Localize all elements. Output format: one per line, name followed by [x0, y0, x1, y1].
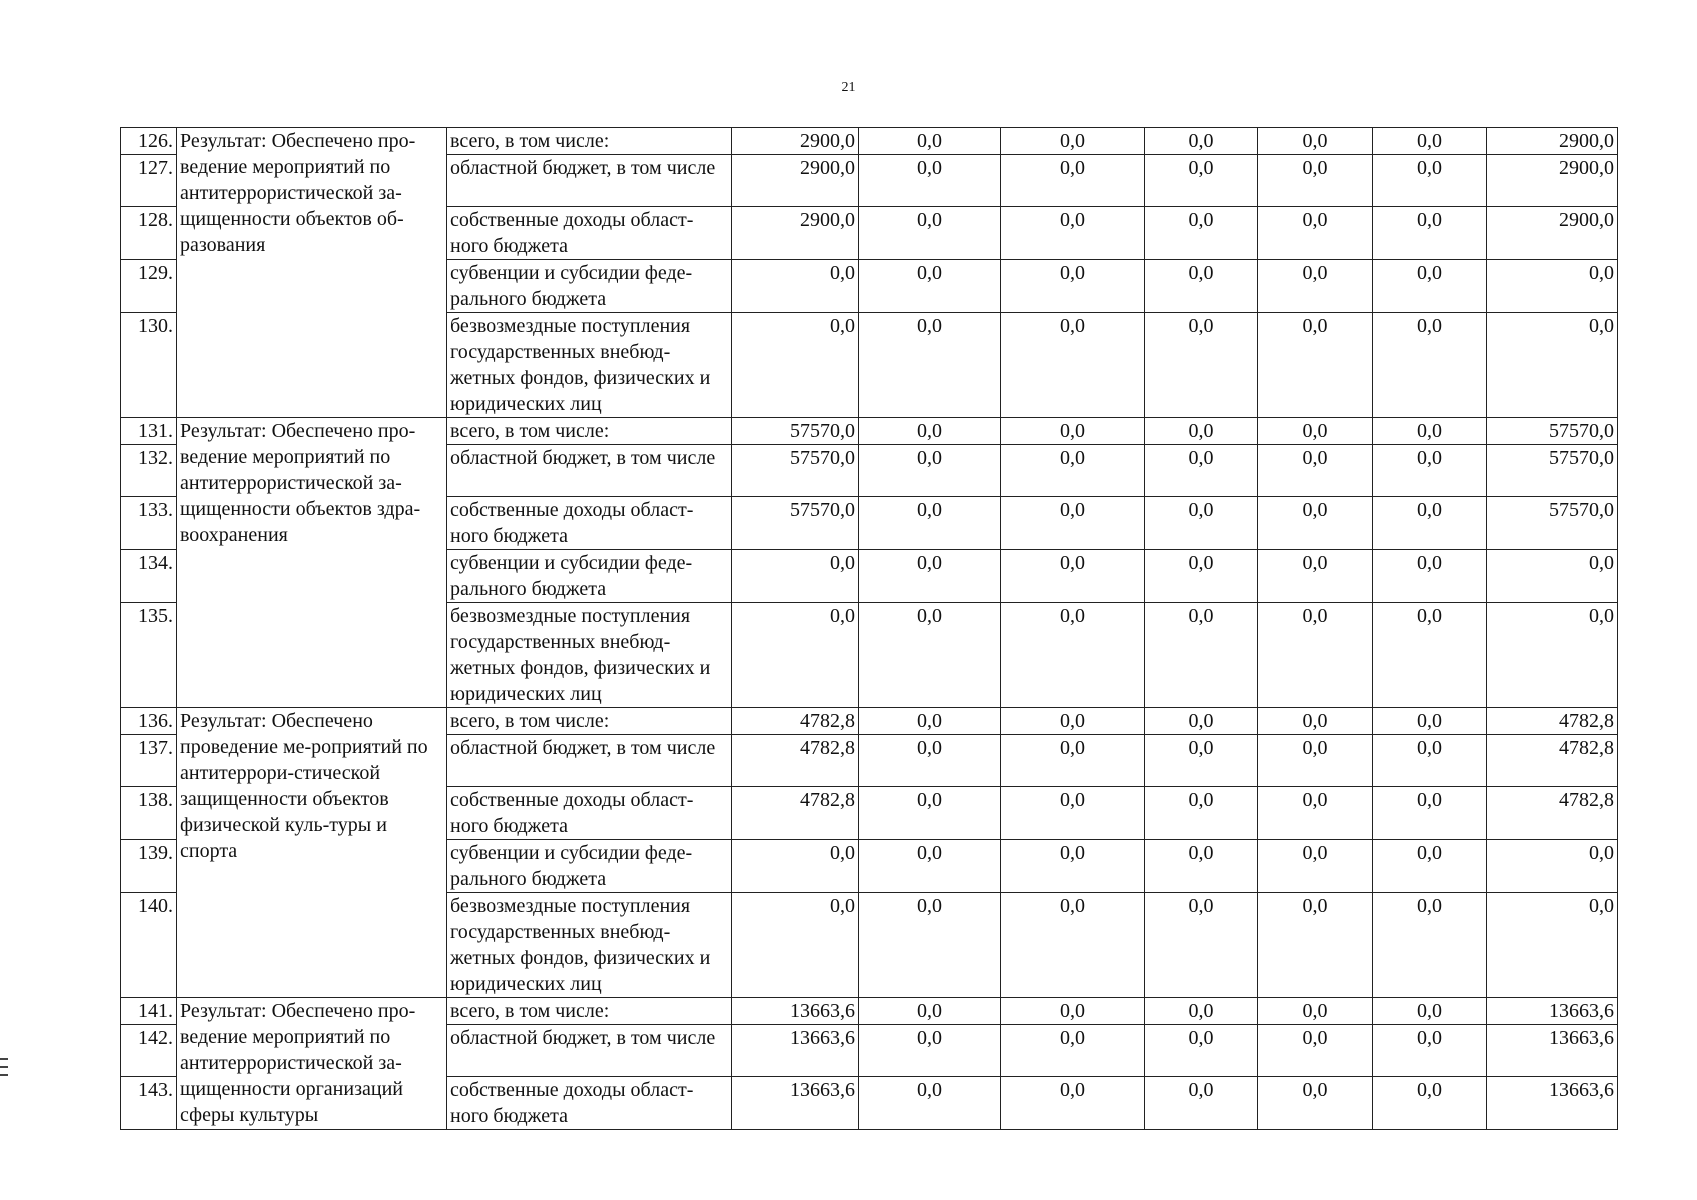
amount-cell: 0,0	[1373, 260, 1487, 313]
row-number: 138.	[121, 787, 177, 840]
funding-source: собственные доходы област-ного бюджета	[447, 1077, 732, 1130]
amount-cell: 0,0	[1258, 787, 1373, 840]
amount-cell: 0,0	[1373, 497, 1487, 550]
amount-cell: 0,0	[1145, 497, 1258, 550]
amount-cell: 0,0	[1145, 735, 1258, 787]
funding-source: субвенции и субсидии феде-рального бюджета	[447, 840, 732, 893]
funding-source: всего, в том числе:	[447, 998, 732, 1025]
row-number: 135.	[121, 603, 177, 708]
amount-cell: 0,0	[1145, 313, 1258, 418]
margin-mark	[0, 1058, 8, 1060]
amount-cell: 57570,0	[1487, 445, 1618, 497]
amount-cell: 0,0	[1001, 313, 1145, 418]
amount-cell: 0,0	[1373, 998, 1487, 1025]
amount-cell: 0,0	[1001, 155, 1145, 207]
amount-cell: 0,0	[1487, 260, 1618, 313]
funding-source: безвозмездные поступления государственных внебюд-жетных фондов, физических и юридических лиц	[447, 313, 732, 418]
funding-source: областной бюджет, в том числе	[447, 445, 732, 497]
amount-cell: 0,0	[859, 207, 1001, 260]
margin-mark	[0, 1074, 8, 1076]
margin-marks	[0, 1058, 10, 1082]
amount-cell: 13663,6	[732, 998, 859, 1025]
amount-cell: 0,0	[1487, 550, 1618, 603]
amount-cell: 57570,0	[732, 418, 859, 445]
amount-cell: 0,0	[1373, 550, 1487, 603]
amount-cell: 0,0	[1373, 418, 1487, 445]
amount-cell: 4782,8	[732, 735, 859, 787]
budget-table	[120, 127, 1618, 1130]
funding-source: собственные доходы област-ного бюджета	[447, 497, 732, 550]
amount-cell: 0,0	[1258, 708, 1373, 735]
result-description: Результат: Обеспечено проведение ме-роприятий по антитеррори-стической защищенности объектов физической куль-туры и спорта	[177, 708, 447, 998]
amount-cell: 0,0	[1145, 603, 1258, 708]
amount-cell: 0,0	[1373, 708, 1487, 735]
amount-cell: 0,0	[1373, 787, 1487, 840]
row-number: 133.	[121, 497, 177, 550]
amount-cell: 0,0	[859, 313, 1001, 418]
amount-cell: 0,0	[1001, 1025, 1145, 1077]
amount-cell: 0,0	[1001, 1077, 1145, 1130]
amount-cell: 0,0	[1487, 313, 1618, 418]
amount-cell: 0,0	[1145, 155, 1258, 207]
amount-cell: 0,0	[1373, 313, 1487, 418]
amount-cell: 0,0	[1373, 445, 1487, 497]
amount-cell: 0,0	[1001, 787, 1145, 840]
amount-cell: 2900,0	[732, 207, 859, 260]
amount-cell: 0,0	[732, 313, 859, 418]
amount-cell: 0,0	[1258, 550, 1373, 603]
funding-source: областной бюджет, в том числе	[447, 735, 732, 787]
amount-cell: 0,0	[1001, 550, 1145, 603]
amount-cell: 4782,8	[1487, 735, 1618, 787]
amount-cell: 0,0	[1001, 128, 1145, 155]
amount-cell: 0,0	[1373, 735, 1487, 787]
amount-cell: 0,0	[1258, 418, 1373, 445]
amount-cell: 0,0	[732, 260, 859, 313]
amount-cell: 0,0	[1145, 998, 1258, 1025]
amount-cell: 0,0	[1258, 155, 1373, 207]
amount-cell: 0,0	[1373, 155, 1487, 207]
amount-cell: 0,0	[1373, 207, 1487, 260]
amount-cell: 57570,0	[1487, 418, 1618, 445]
amount-cell: 4782,8	[732, 708, 859, 735]
row-number: 128.	[121, 207, 177, 260]
amount-cell: 0,0	[1145, 1077, 1258, 1130]
amount-cell: 0,0	[1001, 603, 1145, 708]
table-row	[121, 708, 1618, 735]
amount-cell: 0,0	[1001, 497, 1145, 550]
amount-cell: 0,0	[1145, 840, 1258, 893]
amount-cell: 0,0	[859, 1025, 1001, 1077]
amount-cell: 13663,6	[732, 1025, 859, 1077]
amount-cell: 0,0	[859, 418, 1001, 445]
amount-cell: 0,0	[1487, 840, 1618, 893]
amount-cell: 2900,0	[1487, 207, 1618, 260]
amount-cell: 57570,0	[1487, 497, 1618, 550]
row-number: 143.	[121, 1077, 177, 1130]
amount-cell: 4782,8	[1487, 708, 1618, 735]
row-number: 142.	[121, 1025, 177, 1077]
amount-cell: 0,0	[859, 550, 1001, 603]
amount-cell: 2900,0	[1487, 128, 1618, 155]
amount-cell: 13663,6	[1487, 998, 1618, 1025]
amount-cell: 0,0	[1001, 893, 1145, 998]
amount-cell: 0,0	[1001, 735, 1145, 787]
amount-cell: 0,0	[1145, 550, 1258, 603]
table-row	[121, 418, 1618, 445]
amount-cell: 0,0	[1258, 603, 1373, 708]
amount-cell: 0,0	[859, 787, 1001, 840]
funding-source: всего, в том числе:	[447, 418, 732, 445]
amount-cell: 0,0	[859, 497, 1001, 550]
row-number: 139.	[121, 840, 177, 893]
amount-cell: 0,0	[1145, 418, 1258, 445]
amount-cell: 57570,0	[732, 497, 859, 550]
amount-cell: 0,0	[859, 840, 1001, 893]
row-number: 127.	[121, 155, 177, 207]
amount-cell: 0,0	[1001, 445, 1145, 497]
amount-cell: 0,0	[859, 708, 1001, 735]
amount-cell: 4782,8	[732, 787, 859, 840]
amount-cell: 0,0	[1258, 445, 1373, 497]
amount-cell: 0,0	[1001, 840, 1145, 893]
funding-source: областной бюджет, в том числе	[447, 1025, 732, 1077]
funding-source: собственные доходы област-ного бюджета	[447, 787, 732, 840]
amount-cell: 0,0	[1145, 207, 1258, 260]
amount-cell: 0,0	[1001, 418, 1145, 445]
row-number: 130.	[121, 313, 177, 418]
row-number: 141.	[121, 998, 177, 1025]
amount-cell: 0,0	[1145, 260, 1258, 313]
funding-source: всего, в том числе:	[447, 128, 732, 155]
amount-cell: 0,0	[1373, 128, 1487, 155]
funding-source: всего, в том числе:	[447, 708, 732, 735]
funding-source: субвенции и субсидии феде-рального бюджета	[447, 550, 732, 603]
amount-cell: 0,0	[1001, 260, 1145, 313]
amount-cell: 0,0	[1373, 1077, 1487, 1130]
amount-cell: 0,0	[732, 893, 859, 998]
amount-cell: 0,0	[1258, 497, 1373, 550]
row-number: 136.	[121, 708, 177, 735]
funding-source: областной бюджет, в том числе	[447, 155, 732, 207]
funding-source: безвозмездные поступления государственных внебюд-жетных фондов, физических и юридических лиц	[447, 603, 732, 708]
amount-cell: 13663,6	[1487, 1025, 1618, 1077]
amount-cell: 0,0	[1258, 735, 1373, 787]
funding-source: безвозмездные поступления государственных внебюд-жетных фондов, физических и юридических лиц	[447, 893, 732, 998]
amount-cell: 0,0	[1001, 207, 1145, 260]
amount-cell: 0,0	[1258, 1025, 1373, 1077]
amount-cell: 0,0	[1145, 787, 1258, 840]
row-number: 132.	[121, 445, 177, 497]
amount-cell: 0,0	[1145, 708, 1258, 735]
amount-cell: 0,0	[732, 840, 859, 893]
funding-source: субвенции и субсидии феде-рального бюджета	[447, 260, 732, 313]
row-number: 126.	[121, 128, 177, 155]
amount-cell: 0,0	[1258, 207, 1373, 260]
amount-cell: 0,0	[732, 603, 859, 708]
amount-cell: 0,0	[859, 128, 1001, 155]
amount-cell: 0,0	[1487, 603, 1618, 708]
table-row	[121, 128, 1618, 155]
amount-cell: 4782,8	[1487, 787, 1618, 840]
amount-cell: 0,0	[859, 603, 1001, 708]
amount-cell: 0,0	[859, 445, 1001, 497]
amount-cell: 0,0	[1373, 893, 1487, 998]
amount-cell: 0,0	[1001, 998, 1145, 1025]
table-row	[121, 998, 1618, 1025]
amount-cell: 0,0	[1258, 893, 1373, 998]
amount-cell: 13663,6	[732, 1077, 859, 1130]
amount-cell: 0,0	[859, 260, 1001, 313]
amount-cell: 0,0	[859, 893, 1001, 998]
funding-source: собственные доходы област-ного бюджета	[447, 207, 732, 260]
amount-cell: 0,0	[1145, 1025, 1258, 1077]
amount-cell: 0,0	[859, 998, 1001, 1025]
amount-cell: 0,0	[732, 550, 859, 603]
result-description: Результат: Обеспечено про-ведение мероприятий по антитеррористической за-щищенности организаций сферы культуры	[177, 998, 447, 1130]
amount-cell: 0,0	[1487, 893, 1618, 998]
amount-cell: 2900,0	[1487, 155, 1618, 207]
result-description: Результат: Обеспечено про-ведение мероприятий по антитеррористической за-щищенности объектов здра-воохранения	[177, 418, 447, 708]
amount-cell: 57570,0	[732, 445, 859, 497]
row-number: 140.	[121, 893, 177, 998]
row-number: 129.	[121, 260, 177, 313]
amount-cell: 0,0	[1258, 260, 1373, 313]
amount-cell: 0,0	[859, 155, 1001, 207]
amount-cell: 0,0	[1001, 708, 1145, 735]
amount-cell: 0,0	[1145, 893, 1258, 998]
amount-cell: 0,0	[1373, 1025, 1487, 1077]
amount-cell: 0,0	[1258, 840, 1373, 893]
result-description: Результат: Обеспечено про-ведение мероприятий по антитеррористической за-щищенности объектов об-разования	[177, 128, 447, 418]
amount-cell: 0,0	[859, 1077, 1001, 1130]
amount-cell: 0,0	[1145, 128, 1258, 155]
amount-cell: 0,0	[1258, 998, 1373, 1025]
amount-cell: 0,0	[1373, 603, 1487, 708]
amount-cell: 2900,0	[732, 155, 859, 207]
amount-cell: 0,0	[1258, 313, 1373, 418]
margin-mark	[0, 1066, 8, 1068]
page-number: 21	[841, 80, 856, 95]
row-number: 131.	[121, 418, 177, 445]
table-body	[121, 128, 1618, 1130]
row-number: 134.	[121, 550, 177, 603]
row-number: 137.	[121, 735, 177, 787]
amount-cell: 13663,6	[1487, 1077, 1618, 1130]
amount-cell: 0,0	[1258, 1077, 1373, 1130]
amount-cell: 0,0	[1373, 840, 1487, 893]
amount-cell: 0,0	[1258, 128, 1373, 155]
amount-cell: 0,0	[859, 735, 1001, 787]
amount-cell: 2900,0	[732, 128, 859, 155]
amount-cell: 0,0	[1145, 445, 1258, 497]
